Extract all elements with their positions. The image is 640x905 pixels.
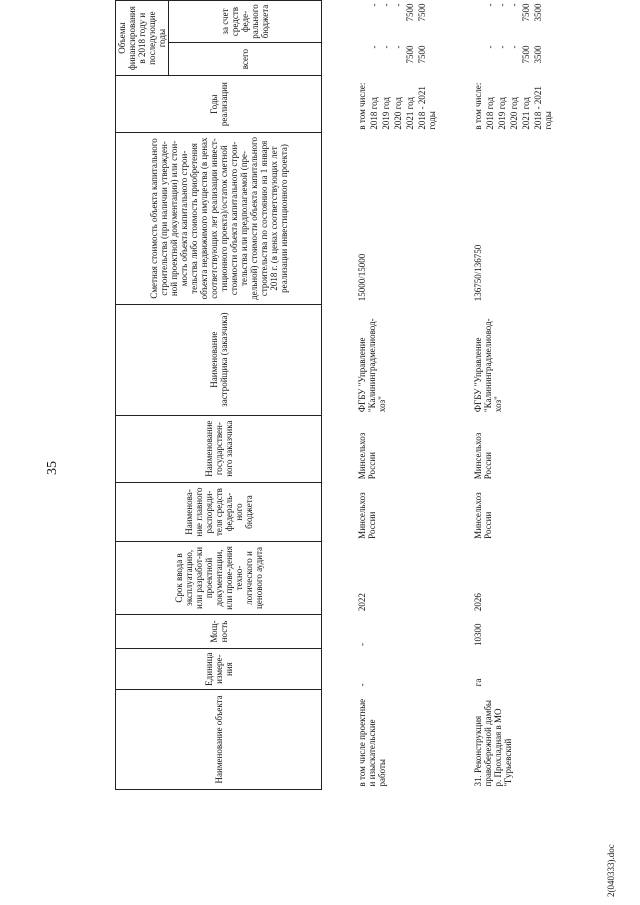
row-spacer — [322, 1, 357, 790]
period-total: 7500 — [417, 45, 427, 64]
header-main-manager: Наименова-ние главного распоряди-теля средств федераль-ного бюджета — [116, 482, 322, 542]
period-label: 2019 год — [381, 97, 391, 130]
period-total: - — [393, 45, 403, 49]
power-cell: 10300 — [473, 623, 483, 646]
period-total: - — [381, 45, 391, 49]
cost-cell: 136750/136750 — [473, 244, 483, 302]
period-total: - — [509, 45, 519, 49]
period-federal: 7500 — [405, 3, 415, 22]
row-index: 31. — [473, 775, 483, 787]
power-cell: - — [357, 642, 367, 646]
period-total: - — [497, 45, 507, 49]
period-federal: - — [485, 3, 495, 7]
customer-cell: Минсельхоз России — [473, 432, 493, 480]
period-federal: 7500 — [417, 3, 427, 22]
cost-cell: 15000/15000 — [357, 253, 367, 302]
period-total: 3500 — [533, 45, 543, 64]
period-federal: 7500 — [521, 3, 531, 22]
term-cell: 2026 — [473, 593, 483, 612]
period-total: 7500 — [521, 45, 531, 64]
investment-table — [115, 0, 554, 790]
developer-cell: ФГБУ "Управление "Калининградмелиовод-хоз" — [357, 318, 387, 413]
period-total: - — [369, 45, 379, 49]
period-label: в том числе: — [357, 82, 367, 130]
object-name-text: в том числе проектные и изыскательские работы — [357, 698, 387, 787]
term-cell: 2022 — [357, 593, 367, 612]
period-total: 7500 — [405, 45, 415, 64]
period-federal: 3500 — [533, 3, 543, 22]
period-label: 2018 - 2021 годы — [417, 86, 437, 130]
period-label: 2019 год — [497, 97, 507, 130]
header-cost: Сметная стоимость объекта капитального строительства (при наличии утвержден-ной проектной документации) или стои-мость объекта капитального строи-тельства либо стоимость приобретения объекта недвижимого имущества (в ценах соответствующих лет реализации инвест-тиционного проекта)/остаток сметной стоимости объекта капитального строи-тельства или предполагаемой (пре-дельной) стоимости объекта капитального строительства по состоянию на 1 января 2018 г. (в ценах соответствующих лет реализации инвестиционного проекта) — [116, 133, 322, 305]
period-label: 2018 год — [485, 97, 495, 130]
customer-cell: Минсельхоз России — [357, 432, 377, 480]
period-label: 2021 год — [521, 97, 531, 130]
header-developer: Наименование застройщика (заказчика) — [116, 304, 322, 415]
header-federal: за счет средств феде-рального бюджета — [169, 1, 322, 43]
unit-cell: га — [473, 678, 483, 687]
period-federal — [472, 1, 484, 43]
period-label: 2018 год — [369, 97, 379, 130]
period-total — [356, 43, 368, 76]
header-name: Наименование объекта — [116, 689, 322, 789]
period-label: 2021 год — [405, 97, 415, 130]
header-funding: Объемы финансирования в 2018 году и последующие годы — [116, 1, 169, 76]
table-row — [472, 1, 484, 790]
header-total: всего — [169, 43, 322, 76]
period-label: 2020 год — [509, 97, 519, 130]
row-spacer — [438, 1, 472, 790]
table-header — [116, 1, 322, 790]
header-years: Годы реализации — [116, 76, 322, 133]
main-manager-cell: Минсельхоз России — [473, 492, 493, 539]
period-label: 2020 год — [393, 97, 403, 130]
header-customer: Наименование государствен-ного заказчика — [116, 415, 322, 482]
object-name-text: Реконструкция правобережной дамбы р. Прохладная в МО "Гурьевский — [473, 700, 513, 787]
table-row — [356, 1, 368, 790]
period-federal: - — [393, 3, 403, 7]
object-name — [472, 689, 554, 789]
period-federal: - — [509, 3, 519, 7]
period-federal: - — [369, 3, 379, 7]
period-total — [472, 43, 484, 76]
main-manager-cell: Минсельхоз России — [357, 492, 377, 539]
header-unit: Единица измере-ния — [116, 649, 322, 689]
period-label: в том числе: — [473, 82, 483, 130]
unit-cell: - — [357, 683, 367, 687]
period-total: - — [485, 45, 495, 49]
developer-cell: ФГБУ "Управление "Калининградмелиовод-хоз" — [473, 318, 503, 413]
period-federal: - — [381, 3, 391, 7]
page-number: 35 — [45, 461, 60, 475]
period-label: 2018 - 2021 годы — [533, 86, 553, 130]
header-term: Срок ввода в эксплуатацию, или разработ-ки проектной документации, или прове-дения техно-логического и ценового аудита — [116, 542, 322, 614]
object-name — [356, 689, 438, 789]
header-power: Мощ-ность — [116, 614, 322, 649]
period-federal: - — [497, 3, 507, 7]
period-federal — [356, 1, 368, 43]
table-body — [322, 1, 555, 790]
document-code: 2(040333).doc — [606, 844, 616, 897]
